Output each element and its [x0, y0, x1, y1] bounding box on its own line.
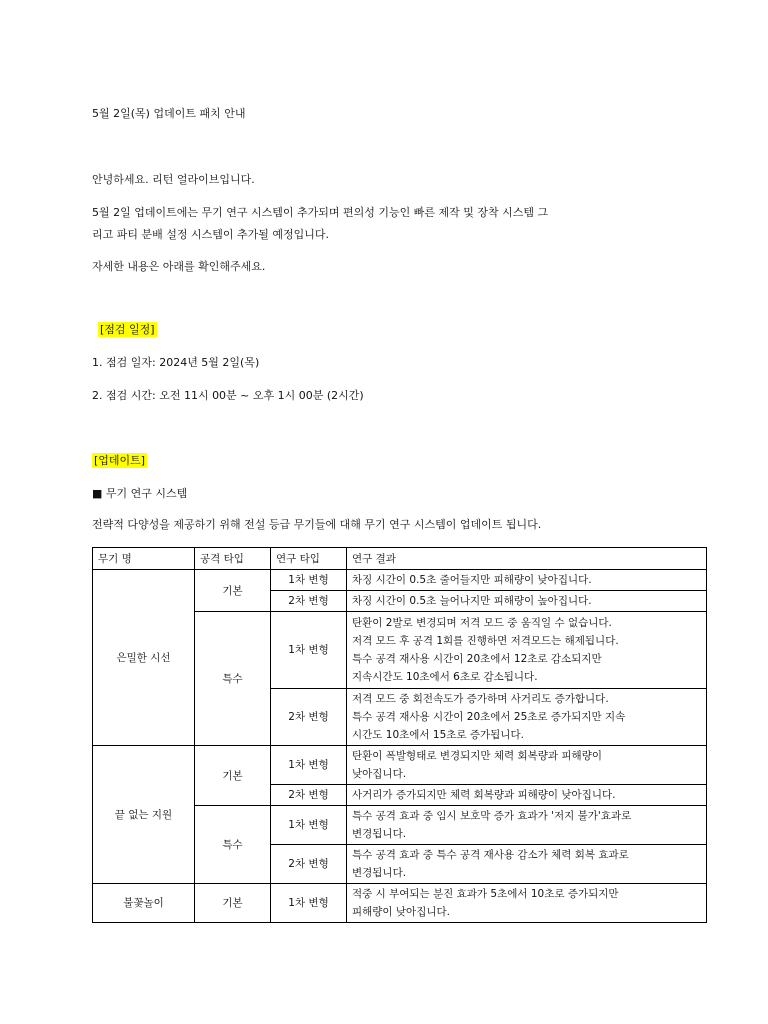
attack-type-cell: 특수 — [195, 612, 271, 746]
maintenance-heading — [98, 322, 157, 338]
research-result-cell: 특수 공격 효과 중 임시 보호막 증가 효과가 '저지 불가'효과로 변경됩니다. — [347, 806, 707, 845]
page-title: 5월 2일(목) 업데이트 패치 안내 — [92, 107, 246, 120]
table-row — [93, 570, 707, 591]
weapon-name-cell: 끝 없는 지원 — [93, 746, 195, 884]
header-weapon-name: 무기 명 — [93, 548, 195, 570]
research-type-cell: 2차 변형 — [271, 785, 347, 806]
update-heading — [92, 453, 147, 469]
research-type-cell: 2차 변형 — [271, 591, 347, 612]
table-header-row — [93, 548, 707, 570]
attack-type-cell: 기본 — [195, 746, 271, 806]
research-result-cell: 탄환이 폭발형태로 변경되지만 체력 회복량과 피해량이 낮아집니다. — [347, 746, 707, 785]
research-type-cell: 1차 변형 — [271, 746, 347, 785]
research-result-cell: 탄환이 2발로 변경되며 저격 모드 중 움직일 수 없습니다. 저격 모드 후 공격 1회를 진행하면 저격모드는 해제됩니다. 특수 공격 재사용 시간이 20초에서 12초로 감소되지만 지속시간도 10초에서 6초로 감소됩니다. — [347, 612, 707, 689]
research-type-cell: 1차 변형 — [271, 612, 347, 689]
weapon-research-table — [92, 547, 707, 923]
maintenance-date: 1. 점검 일자: 2024년 5월 2일(목) — [92, 356, 260, 369]
research-result-cell: 차징 시간이 0.5초 늘어나지만 피해량이 높아집니다. — [347, 591, 707, 612]
research-type-cell: 1차 변형 — [271, 884, 347, 923]
intro-line-2: 리고 파티 분배 설정 시스템이 추가될 예정입니다. — [92, 228, 329, 241]
update-heading-text: [업데이트] — [94, 454, 146, 467]
research-result-cell: 차징 시간이 0.5초 줄어들지만 피해량이 낮아집니다. — [347, 570, 707, 591]
maintenance-heading-text: [점검 일정] — [100, 323, 155, 336]
header-research-result: 연구 결과 — [347, 548, 707, 570]
research-result-cell: 사거리가 증가되지만 체력 회복량과 피해량이 낮아집니다. — [347, 785, 707, 806]
greeting-text: 안녕하세요. 리턴 얼라이브입니다. — [92, 173, 255, 186]
table-row — [93, 884, 707, 923]
header-attack-type: 공격 타입 — [195, 548, 271, 570]
table-row — [93, 746, 707, 785]
research-type-cell: 2차 변형 — [271, 845, 347, 884]
intro-line-1: 5월 2일 업데이트에는 무기 연구 시스템이 추가되며 편의성 기능인 빠른 제작 및 장착 시스템 그 — [92, 206, 549, 219]
attack-type-cell: 기본 — [195, 884, 271, 923]
section-title: ■ 무기 연구 시스템 — [92, 487, 188, 500]
research-result-cell: 저격 모드 중 회전속도가 증가하며 사거리도 증가합니다. 특수 공격 재사용 시간이 20초에서 25초로 증가되지만 지속 시간도 10초에서 15초로 증가됩니다. — [347, 689, 707, 746]
section-description: 전략적 다양성을 제공하기 위해 전설 등급 무기들에 대해 무기 연구 시스템이 업데이트 됩니다. — [92, 518, 542, 531]
research-type-cell: 1차 변형 — [271, 570, 347, 591]
attack-type-cell: 기본 — [195, 570, 271, 612]
attack-type-cell: 특수 — [195, 806, 271, 884]
intro-line-3: 자세한 내용은 아래를 확인해주세요. — [92, 260, 266, 273]
research-type-cell: 1차 변형 — [271, 806, 347, 845]
research-result-cell: 적중 시 부여되는 분진 효과가 5초에서 10초로 증가되지만 피해량이 낮아집니다. — [347, 884, 707, 923]
weapon-name-cell: 불꽃놀이 — [93, 884, 195, 923]
weapon-name-cell: 은밀한 시선 — [93, 570, 195, 746]
research-result-cell: 특수 공격 효과 중 특수 공격 재사용 감소가 체력 회복 효과로 변경됩니다. — [347, 845, 707, 884]
maintenance-time: 2. 점검 시간: 오전 11시 00분 ~ 오후 1시 00분 (2시간) — [92, 389, 364, 402]
research-type-cell: 2차 변형 — [271, 689, 347, 746]
header-research-type: 연구 타입 — [271, 548, 347, 570]
